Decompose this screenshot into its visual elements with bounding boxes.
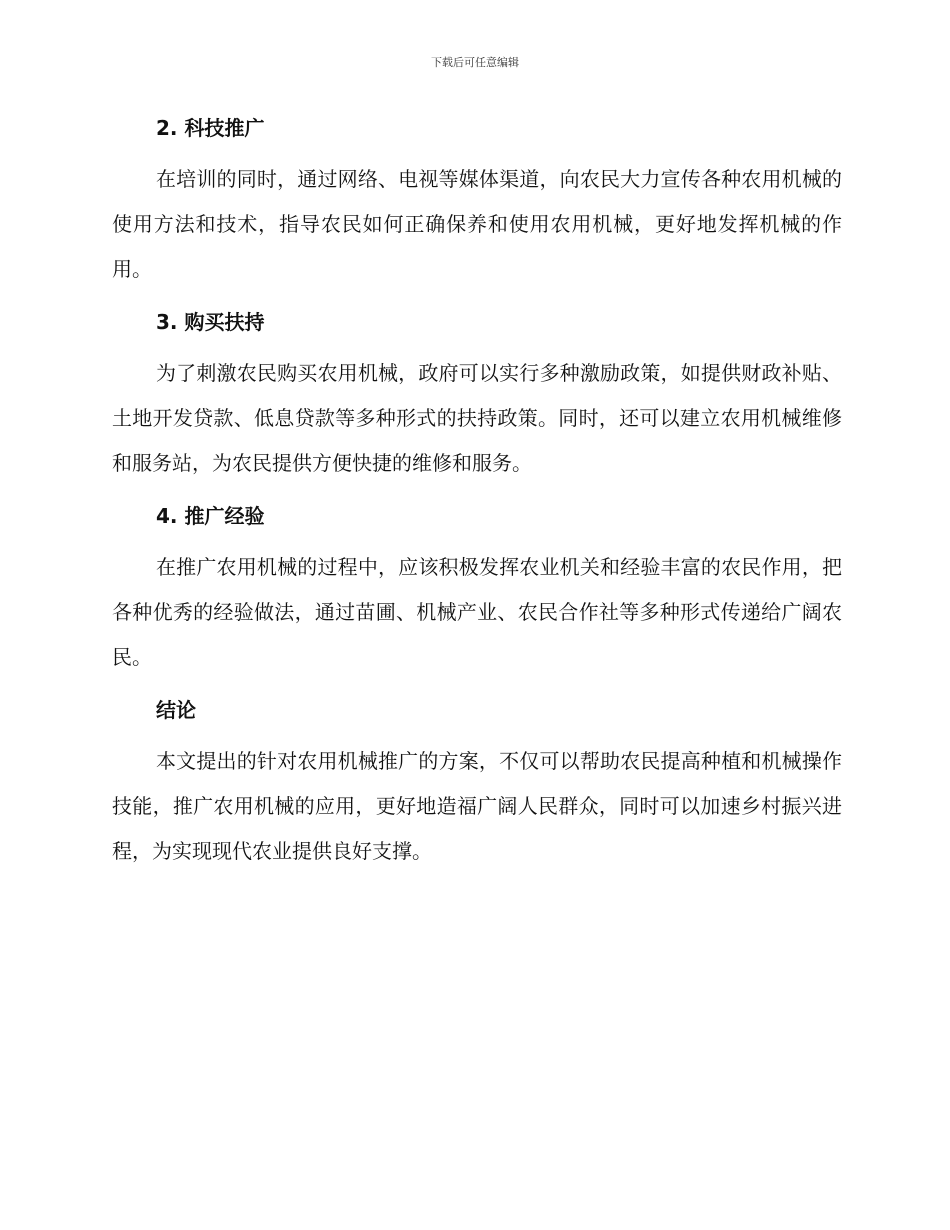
section-heading: 2. 科技推广 bbox=[156, 116, 265, 140]
section-heading: 4. 推广经验 bbox=[156, 504, 265, 528]
section-paragraph: 在推广农用机械的过程中，应该积极发挥农业机关和经验丰富的农民作用，把各种优秀的经验做法，通过苗圃、机械产业、农民合作社等多种形式传递给广阔农民。 bbox=[112, 555, 842, 669]
section-conclusion bbox=[112, 692, 842, 874]
section-promote-experience bbox=[112, 498, 842, 680]
section-heading: 结论 bbox=[156, 698, 196, 722]
section-heading: 3. 购买扶持 bbox=[156, 310, 265, 334]
section-paragraph: 为了刺激农民购买农用机械，政府可以实行多种激励政策，如提供财政补贴、土地开发贷款、低息贷款等多种形式的扶持政策。同时，还可以建立农用机械维修和服务站，为农民提供方便快捷的维修和服务。 bbox=[112, 361, 842, 475]
section-paragraph: 本文提出的针对农用机械推广的方案，不仅可以帮助农民提高种植和机械操作技能，推广农用机械的应用，更好地造福广阔人民群众，同时可以加速乡村振兴进程，为实现现代农业提供良好支撑。 bbox=[112, 749, 842, 863]
section-purchase-support bbox=[112, 304, 842, 486]
section-paragraph: 在培训的同时，通过网络、电视等媒体渠道，向农民大力宣传各种农用机械的使用方法和技术，指导农民如何正确保养和使用农用机械，更好地发挥机械的作用。 bbox=[112, 167, 842, 281]
section-tech-promotion bbox=[112, 110, 842, 292]
document-body bbox=[112, 110, 842, 874]
page-header: 下载后可任意编辑 bbox=[431, 56, 519, 69]
